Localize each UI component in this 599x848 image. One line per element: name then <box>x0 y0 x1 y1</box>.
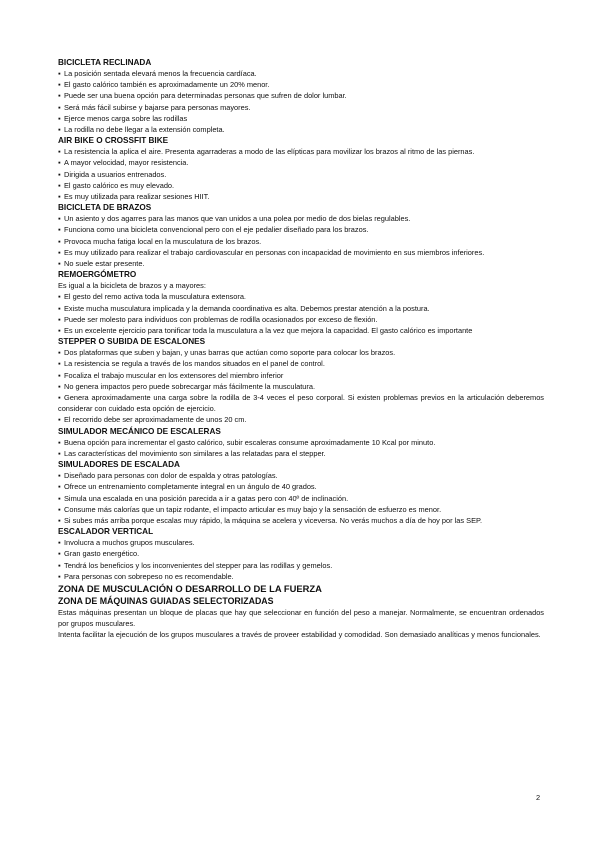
list-item <box>58 493 544 504</box>
zone-subtitle: ZONA DE MÁQUINAS GUIADAS SELECTORIZADAS <box>58 595 274 606</box>
list-item <box>58 392 544 414</box>
list-item <box>58 102 544 113</box>
bullet-icon: ▪ <box>58 225 61 235</box>
list-item-text: Consume más calorías que un tapiz rodante, el impacto articular es muy bajo y la sensación de esfuerzo es menor. <box>64 504 442 514</box>
page-number: 2 <box>536 793 541 802</box>
list-item-text: Focaliza el trabajo muscular en los extensores del miembro inferior <box>64 370 284 380</box>
list-item <box>58 191 544 202</box>
list-item <box>58 157 544 168</box>
list-item <box>58 515 544 526</box>
list-item-text: Genera aproximadamente una carga sobre la rodilla de 3-4 veces el peso corporal. Si existen problemas previos en la articulación deberemos considerar con cuidado esta opción de ejercicio. <box>58 393 544 414</box>
bullet-icon: ▪ <box>58 471 61 481</box>
list-item-text: Funciona como una bicicleta convencional pero con el eje pedalier diseñado para los brazos. <box>64 225 369 235</box>
bullet-icon: ▪ <box>58 147 61 157</box>
list-item <box>58 291 544 302</box>
list-item <box>58 90 544 101</box>
bullet-icon: ▪ <box>58 259 61 269</box>
bullet-icon: ▪ <box>58 303 61 313</box>
bullet-icon: ▪ <box>58 549 61 559</box>
list-item-text: Puede ser una buena opción para determinadas personas que sufren de dolor lumbar. <box>64 91 347 101</box>
list-item <box>58 381 544 392</box>
list-item <box>58 303 544 314</box>
section-heading: BICICLETA DE BRAZOS <box>58 203 152 213</box>
bullet-icon: ▪ <box>58 113 61 123</box>
list-item-text: Involucra a muchos grupos musculares. <box>64 538 195 548</box>
list-item <box>58 180 544 191</box>
list-item-text: El gasto calórico es muy elevado. <box>64 180 175 190</box>
bullet-icon: ▪ <box>58 292 61 302</box>
bullet-icon: ▪ <box>58 504 61 514</box>
list-item-text: La resistencia se regula a través de los mandos situados en el panel de control. <box>64 359 325 369</box>
list-item-text: Es muy utilizado para realizar el trabajo cardiovascular en personas con incapacidad de movimiento en sus miembros inferiores. <box>64 247 485 257</box>
list-item <box>58 247 544 258</box>
bullet-icon: ▪ <box>58 326 61 336</box>
section-heading: AIR BIKE O CROSSFIT BIKE <box>58 136 169 146</box>
bullet-icon: ▪ <box>58 381 61 391</box>
list-item <box>58 347 544 358</box>
bullet-icon: ▪ <box>58 482 61 492</box>
list-item <box>58 236 544 247</box>
list-item-text: Si subes más arriba porque escalas muy rápido, la máquina se acelera y viceversa. No verás muchos a día de hoy por las SEP. <box>64 515 483 525</box>
list-item <box>58 504 544 515</box>
list-item-text: Es un excelente ejercicio para tonificar toda la musculatura a la vez que mejora la capacidad. El gasto calórico es importante <box>64 326 473 336</box>
bullet-icon: ▪ <box>58 560 61 570</box>
section-heading: BICICLETA RECLINADA <box>58 58 152 67</box>
bullet-icon: ▪ <box>58 169 61 179</box>
list-item <box>58 68 544 79</box>
list-item-text: Para personas con sobrepeso no es recomendable. <box>64 571 234 581</box>
bullet-icon: ▪ <box>58 393 61 403</box>
list-item <box>58 414 544 425</box>
list-item-text: Diseñado para personas con dolor de espalda y otras patologías. <box>64 471 278 481</box>
list-item-text: El gesto del remo activa toda la musculatura extensora. <box>64 292 246 302</box>
zone-paragraph: Intenta facilitar la ejecución de los grupos musculares a través de proveer estabilidad y comodidad. Son demasiado analíticas y menos funcionales. <box>58 630 541 640</box>
bullet-icon: ▪ <box>58 515 61 525</box>
list-item-text: Las características del movimiento son similares a las relatadas para el stepper. <box>64 448 326 458</box>
list-item-text: Gran gasto energético. <box>64 549 140 559</box>
list-item <box>58 358 544 369</box>
list-item <box>58 113 544 124</box>
list-item-text: El gasto calórico también es aproximadamente un 20% menor. <box>64 80 270 90</box>
bullet-icon: ▪ <box>58 437 61 447</box>
list-item-text: Tendrá los beneficios y los inconvenientes del stepper para las rodillas y gemelos. <box>64 560 333 570</box>
list-item <box>58 314 544 325</box>
list-item <box>58 470 544 481</box>
list-item-text: Dirigida a usuarios entrenados. <box>64 169 167 179</box>
list-item <box>58 79 544 90</box>
list-item-text: La posición sentada elevará menos la frecuencia cardíaca. <box>64 69 257 78</box>
list-item-text: Ofrece un entrenamiento completamente integral en un ángulo de 40 grados. <box>64 482 317 492</box>
bullet-icon: ▪ <box>58 571 61 581</box>
sections-container <box>58 57 544 582</box>
list-item-text: Existe mucha musculatura implicada y la demanda coordinativa es alta. Debemos prestar atención a la postura. <box>64 303 430 313</box>
bullet-icon: ▪ <box>58 415 61 425</box>
list-item <box>58 224 544 235</box>
list-item-text: Será más fácil subirse y bajarse para personas mayores. <box>64 102 251 112</box>
bullet-icon: ▪ <box>58 102 61 112</box>
list-item-text: No genera impactos pero puede sobrecargar más fácilmente la musculatura. <box>64 381 316 391</box>
document-page <box>58 57 544 641</box>
bullet-icon: ▪ <box>58 538 61 548</box>
section-intro: Es igual a la bicicleta de brazos y a mayores: <box>58 281 206 291</box>
bullet-icon: ▪ <box>58 125 61 135</box>
bullet-icon: ▪ <box>58 359 61 369</box>
list-item <box>58 548 544 559</box>
list-item-text: Un asiento y dos agarres para las manos que van unidos a una polea por medio de dos bielas regulables. <box>64 214 411 224</box>
list-item-text: Puede ser molesto para individuos con problemas de rodilla ocasionados por exceso de flexión. <box>64 314 378 324</box>
bullet-icon: ▪ <box>58 314 61 324</box>
bullet-icon: ▪ <box>58 247 61 257</box>
bullet-icon: ▪ <box>58 370 61 380</box>
bullet-icon: ▪ <box>58 69 61 78</box>
list-item <box>58 537 544 548</box>
bullet-icon: ▪ <box>58 214 61 224</box>
bullet-icon: ▪ <box>58 192 61 202</box>
list-item-text: La resistencia la aplica el aire. Presenta agarraderas a modo de las elípticas para movilizar los brazos al ritmo de las piernas. <box>64 147 475 157</box>
list-item-text: Simula una escalada en una posición parecida a ir a gatas pero con 40º de inclinación. <box>64 493 349 503</box>
list-item <box>58 325 544 336</box>
bullet-icon: ▪ <box>58 180 61 190</box>
bullet-icon: ▪ <box>58 80 61 90</box>
list-item-text: Es muy utilizada para realizar sesiones HIIT. <box>64 192 210 202</box>
list-item <box>58 258 544 269</box>
list-item <box>58 169 544 180</box>
zone-title: ZONA DE MUSCULACIÓN O DESARROLLO DE LA FUERZA <box>58 582 322 594</box>
list-item-text: Dos plataformas que suben y bajan, y unas barras que actúan como soporte para colocar los brazos. <box>64 348 396 358</box>
list-item-text: Buena opción para incrementar el gasto calórico, subir escaleras consume aproximadamente 10 Kcal por minuto. <box>64 437 436 447</box>
list-item-text: Provoca mucha fatiga local en la musculatura de los brazos. <box>64 236 262 246</box>
list-item-text: Ejerce menos carga sobre las rodillas <box>64 113 188 123</box>
bullet-icon: ▪ <box>58 448 61 458</box>
list-item <box>58 560 544 571</box>
list-item <box>58 437 544 448</box>
list-item-text: El recorrido debe ser aproximadamente de unos 20 cm. <box>64 415 247 425</box>
section-heading: SIMULADOR MECÁNICO DE ESCALERAS <box>58 426 221 436</box>
list-item <box>58 124 544 135</box>
list-item <box>58 448 544 459</box>
section-heading: ESCALADOR VERTICAL <box>58 527 154 537</box>
section-heading: REMOERGÓMETRO <box>58 270 137 280</box>
list-item <box>58 146 544 157</box>
list-item <box>58 370 544 381</box>
list-item <box>58 571 544 582</box>
list-item <box>58 213 544 224</box>
list-item-text: A mayor velocidad, mayor resistencia. <box>64 158 189 168</box>
section-heading: SIMULADORES DE ESCALADA <box>58 460 180 470</box>
zone-paragraph: Estas máquinas presentan un bloque de placas que hay que seleccionar en función del peso a manejar. Normalmente, se encuentran ordenados por grupos musculares. <box>58 607 544 629</box>
bullet-icon: ▪ <box>58 348 61 358</box>
list-item <box>58 481 544 492</box>
list-item-text: No suele estar presente. <box>64 259 145 269</box>
bullet-icon: ▪ <box>58 236 61 246</box>
bullet-icon: ▪ <box>58 91 61 101</box>
section-heading: STEPPER O SUBIDA DE ESCALONES <box>58 337 206 347</box>
bullet-icon: ▪ <box>58 493 61 503</box>
bullet-icon: ▪ <box>58 158 61 168</box>
list-item-text: La rodilla no debe llegar a la extensión completa. <box>64 125 225 135</box>
